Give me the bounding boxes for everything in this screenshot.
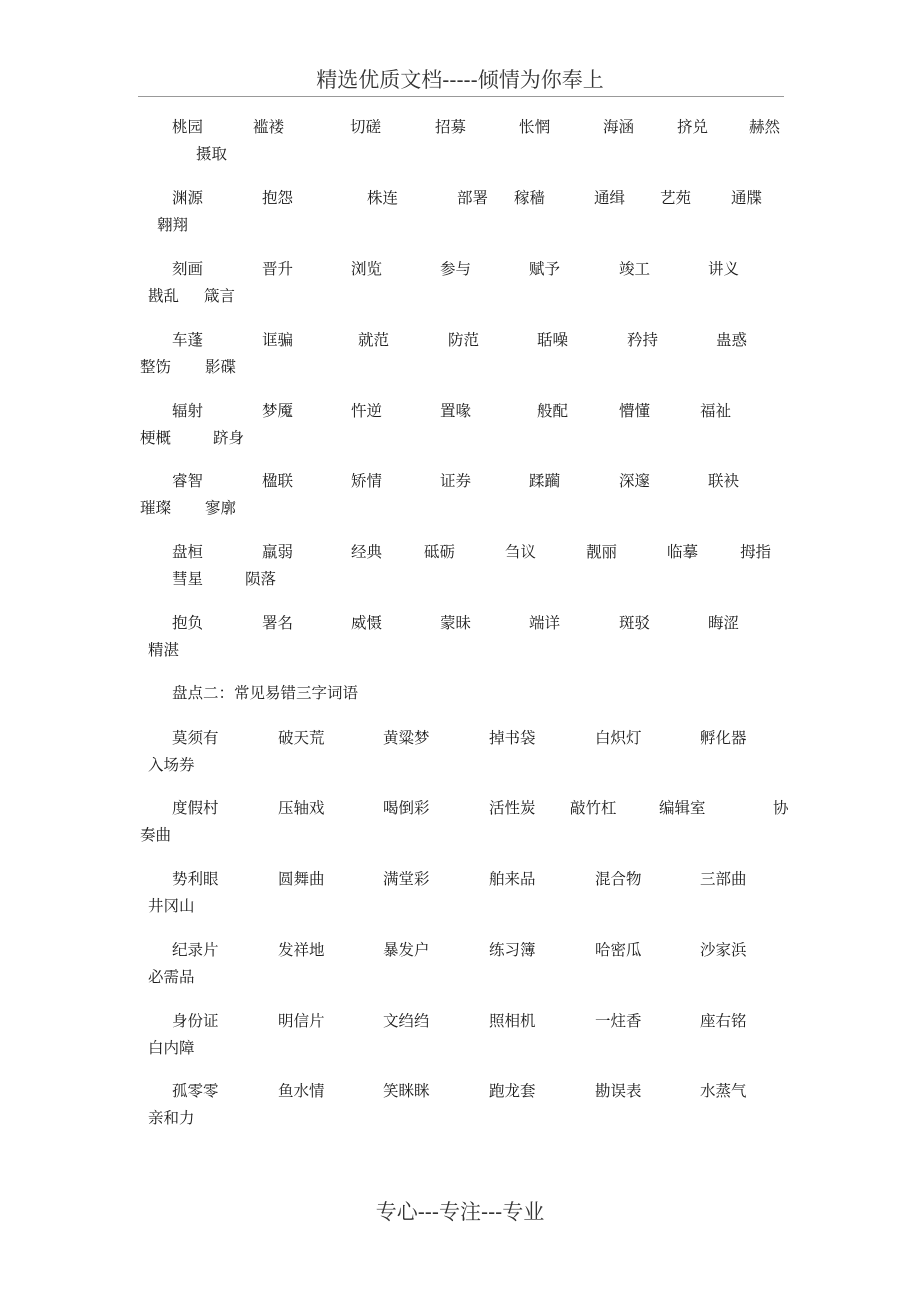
word-item: 浏览: [351, 260, 383, 278]
word-item: 协: [773, 799, 789, 817]
word-item: 晦涩: [708, 614, 740, 632]
word-item: 车蓬: [172, 331, 204, 349]
word-item: 鱼水情: [278, 1082, 325, 1100]
word-item: 身份证: [172, 1012, 219, 1030]
word-item: 矫情: [351, 472, 383, 490]
word-item: 就范: [358, 331, 390, 349]
word-item: 挤兑: [677, 118, 709, 136]
word-item: 蒙昧: [440, 614, 472, 632]
word-item: 赋予: [529, 260, 561, 278]
word-item: 舶来品: [489, 870, 536, 888]
word-item: 梦魇: [262, 402, 294, 420]
word-item-wrapped: 戡乱: [148, 287, 180, 305]
word-item-wrapped: 寥廓: [205, 499, 237, 517]
word-item: 孤零零: [172, 1082, 219, 1100]
word-item: 通缉: [594, 189, 626, 207]
word-item-wrapped: 精湛: [148, 641, 180, 659]
word-item: 辐射: [172, 402, 204, 420]
word-item: 赫然: [749, 118, 781, 136]
word-item-wrapped: 整饬: [140, 358, 172, 376]
word-item: 明信片: [278, 1012, 325, 1030]
word-item: 抱怨: [262, 189, 294, 207]
word-item: 褴褛: [253, 118, 285, 136]
word-item: 蛊惑: [716, 331, 748, 349]
word-item: 座右铭: [700, 1012, 747, 1030]
word-item: 照相机: [489, 1012, 536, 1030]
word-item-wrapped: 入场券: [148, 756, 195, 774]
word-item: 联袂: [708, 472, 740, 490]
word-item: 稼穑: [514, 189, 546, 207]
word-item: 临摹: [667, 543, 699, 561]
word-item: 哈密瓜: [595, 941, 642, 959]
word-item-wrapped: 梗概: [140, 429, 172, 447]
word-item: 编辑室: [659, 799, 706, 817]
word-item: 端详: [529, 614, 561, 632]
word-item: 喝倒彩: [383, 799, 430, 817]
word-item: 桃园: [172, 118, 204, 136]
word-item: 度假村: [172, 799, 219, 817]
word-item: 防范: [448, 331, 480, 349]
word-item: 混合物: [595, 870, 642, 888]
word-item: 圆舞曲: [278, 870, 325, 888]
word-item: 忤逆: [351, 402, 383, 420]
word-item: 压轴戏: [278, 799, 325, 817]
word-item: 黄粱梦: [383, 729, 430, 747]
word-item: 竣工: [619, 260, 651, 278]
word-item: 势利眼: [172, 870, 219, 888]
word-item: 署名: [262, 614, 294, 632]
word-item: 跑龙套: [489, 1082, 536, 1100]
word-item: 斑驳: [619, 614, 651, 632]
word-item-wrapped: 奏曲: [140, 826, 172, 844]
word-item: 般配: [537, 402, 569, 420]
word-item: 练习簿: [489, 941, 536, 959]
word-item: 纪录片: [172, 941, 219, 959]
word-item: 拇指: [740, 543, 772, 561]
word-item-wrapped: 跻身: [213, 429, 245, 447]
word-item: 楹联: [262, 472, 294, 490]
page-footer: 专心---专注---专业: [375, 1200, 545, 1224]
word-item: 矜持: [627, 331, 659, 349]
section-title: 盘点二：常见易错三字词语: [172, 684, 359, 702]
word-item: 砥砺: [424, 543, 456, 561]
word-item-wrapped: 亲和力: [148, 1109, 195, 1127]
word-item-wrapped: 白内障: [148, 1039, 195, 1057]
word-item: 通牒: [731, 189, 763, 207]
word-item-wrapped: 必需品: [148, 968, 195, 986]
word-item: 艺苑: [660, 189, 692, 207]
word-item: 海涵: [603, 118, 635, 136]
word-item-wrapped: 井冈山: [148, 897, 195, 915]
page-header: 精选优质文档-----倾情为你奉上: [316, 68, 604, 92]
word-item: 切磋: [350, 118, 382, 136]
word-item: 抱负: [172, 614, 204, 632]
word-item: 讲义: [708, 260, 740, 278]
word-item: 三部曲: [700, 870, 747, 888]
word-item: 刻画: [172, 260, 204, 278]
word-item: 沙家浜: [700, 941, 747, 959]
word-item-wrapped: 箴言: [204, 287, 236, 305]
word-item: 懵懂: [619, 402, 651, 420]
word-item: 蹂躏: [529, 472, 561, 490]
word-item: 破天荒: [278, 729, 325, 747]
word-item: 威慑: [351, 614, 383, 632]
word-item: 暴发户: [383, 941, 430, 959]
word-item: 聒噪: [537, 331, 569, 349]
word-item: 笑眯眯: [383, 1082, 430, 1100]
word-item: 参与: [440, 260, 472, 278]
word-item: 孵化器: [700, 729, 747, 747]
word-item: 经典: [351, 543, 383, 561]
word-item-wrapped: 璀璨: [140, 499, 172, 517]
word-item: 莫须有: [172, 729, 219, 747]
word-item: 招募: [435, 118, 467, 136]
word-item: 晋升: [262, 260, 294, 278]
word-item: 发祥地: [278, 941, 325, 959]
word-item: 部署: [457, 189, 489, 207]
word-item: 掉书袋: [489, 729, 536, 747]
word-item: 株连: [367, 189, 399, 207]
word-item: 证券: [440, 472, 472, 490]
word-item: 福祉: [700, 402, 732, 420]
word-item: 深邃: [619, 472, 651, 490]
word-item: 活性炭: [489, 799, 536, 817]
word-item: 靓丽: [586, 543, 618, 561]
word-item: 白炽灯: [595, 729, 642, 747]
word-item: 勘误表: [595, 1082, 642, 1100]
word-item: 怅惘: [519, 118, 551, 136]
word-item: 文绉绉: [383, 1012, 430, 1030]
word-item: 羸弱: [262, 543, 294, 561]
word-item-wrapped: 摄取: [196, 145, 228, 163]
word-item: 睿智: [172, 472, 204, 490]
word-item: 刍议: [505, 543, 537, 561]
word-item: 水蒸气: [700, 1082, 747, 1100]
word-item-wrapped: 彗星: [172, 570, 204, 588]
word-item: 一炷香: [595, 1012, 642, 1030]
word-item: 敲竹杠: [570, 799, 617, 817]
word-item-wrapped: 陨落: [245, 570, 277, 588]
word-item: 满堂彩: [383, 870, 430, 888]
word-item-wrapped: 翱翔: [157, 216, 189, 234]
word-item: 渊源: [172, 189, 204, 207]
word-item: 盘桓: [172, 543, 204, 561]
word-item-wrapped: 影碟: [205, 358, 237, 376]
word-item: 置喙: [440, 402, 472, 420]
word-item: 诓骗: [262, 331, 294, 349]
